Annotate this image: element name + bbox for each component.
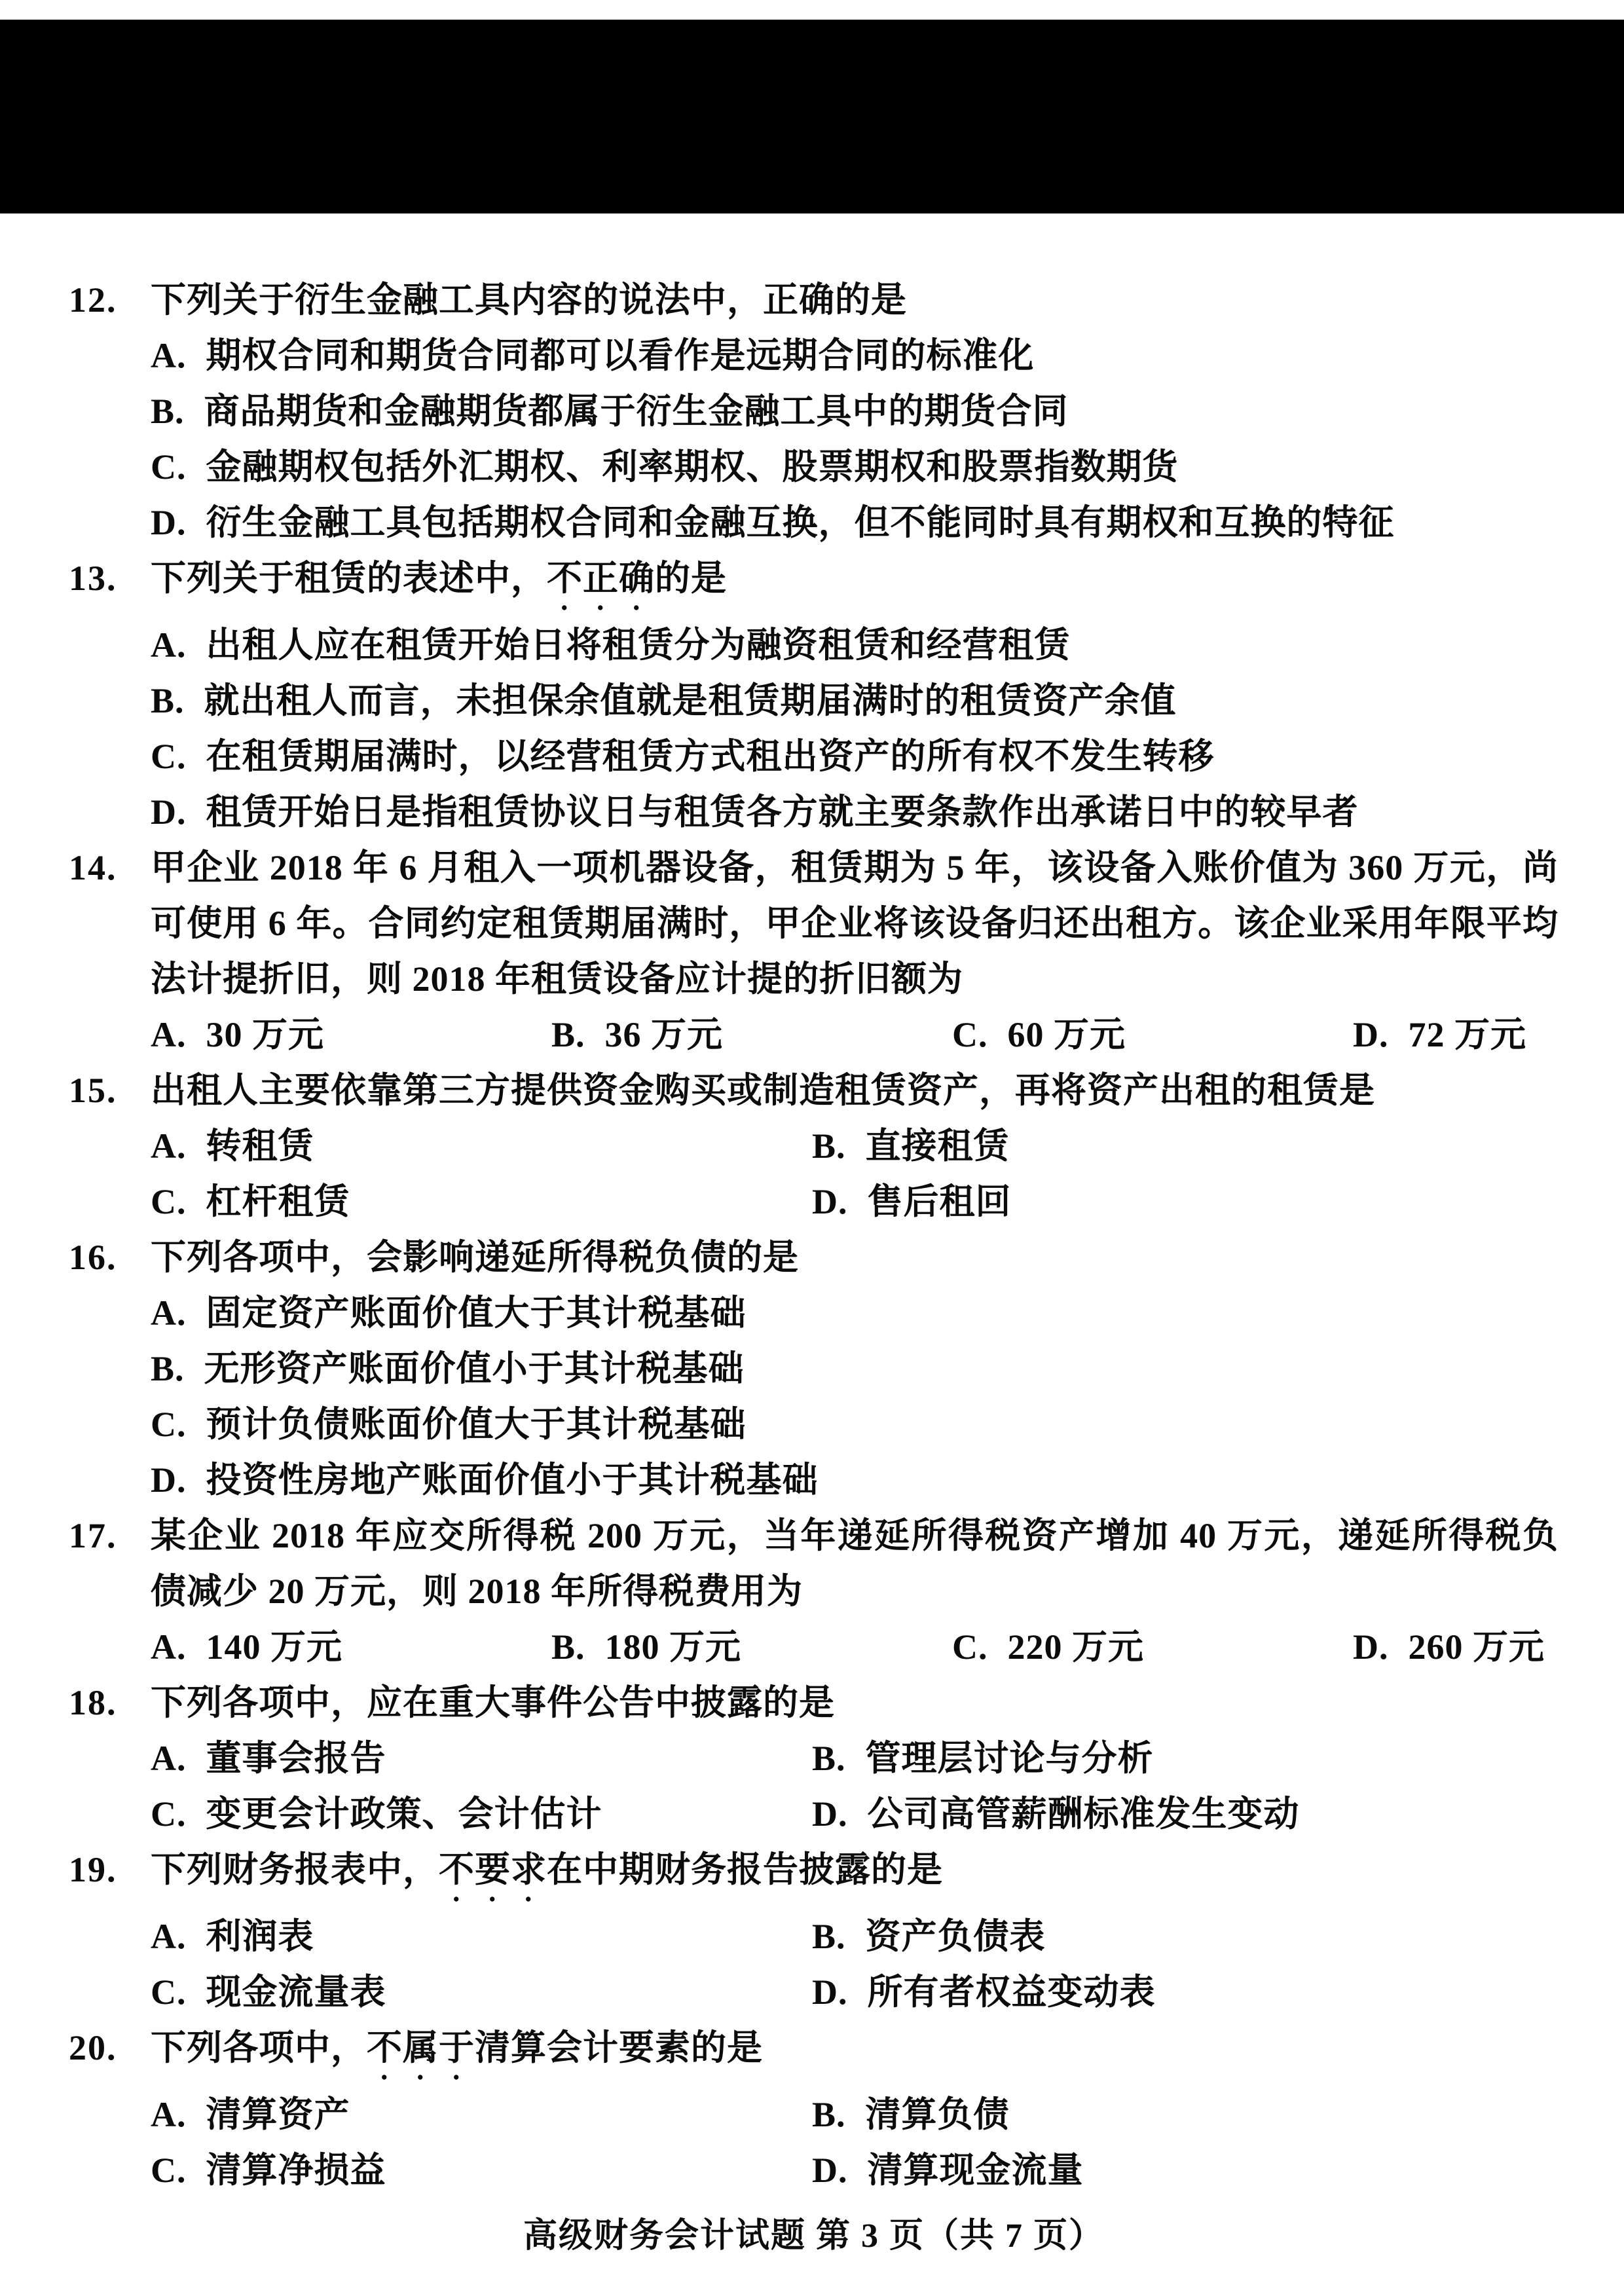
question-number: 12. [69,280,117,320]
option-label: A. [151,1627,187,1667]
question-stem-row [69,2020,1559,2087]
option-D [151,1452,1559,1508]
option-text: 金融期权包括外汇期权、利率期权、股票期权和股票指数期货 [206,447,1179,487]
question-17 [69,1508,1559,1675]
stem-text: 下列关于租赁的表述中， [151,559,547,598]
question-18 [69,1675,1559,1842]
option-D [151,785,1559,840]
option-label: A. [151,1015,187,1054]
option-C [151,1174,812,1230]
questions-area [0,213,1624,2263]
option-text: 转租赁 [206,1126,314,1166]
stem-emphasized-text: 不正确 [547,559,655,598]
option-label: A. [151,2095,187,2134]
options-two-col [151,1909,1559,2020]
option-label: C. [952,1015,988,1054]
options-inline [151,1619,1559,1675]
options-stacked [151,1285,1559,1508]
option-text: 直接租赁 [865,1126,1010,1166]
option-label: B. [551,1015,585,1054]
question-12 [69,272,1559,551]
option-text: 180 万元 [604,1627,742,1667]
option-text: 无形资产账面价值小于其计税基础 [204,1349,745,1388]
option-D [151,495,1559,551]
option-B [812,1909,1559,1965]
option-label: A. [151,1293,187,1333]
option-label: D. [812,2151,848,2190]
stem-text: 出租人主要依靠第三方提供资金购买或制造租赁资产，再将资产出租的租赁是 [151,1071,1375,1110]
stem-text: 在中期财务报告披露的是 [547,1850,943,1889]
question-number: 14. [69,848,117,887]
question-stem [151,551,1559,618]
option-text: 杠杆租赁 [206,1182,350,1221]
question-stem [151,1842,1559,1909]
option-label: A. [151,1739,187,1778]
stem-text: 下列财务报表中， [151,1850,439,1889]
option-A [151,1007,551,1063]
stem-text: 清算会计要素的是 [475,2028,763,2067]
option-label: B. [812,2095,846,2134]
question-stem [151,1063,1559,1119]
option-text: 租赁开始日是指租赁协议日与租赁各方就主要条款作出承诺日中的较早者 [206,792,1359,832]
stem-text: 的是 [655,559,727,598]
question-number: 13. [69,559,117,598]
option-text: 在租赁期届满时，以经营租赁方式租出资产的所有权不发生转移 [206,737,1215,776]
option-A [151,1619,551,1675]
question-20 [69,2020,1559,2198]
question-stem [151,840,1559,1007]
option-label: D. [812,1972,848,2012]
option-label: D. [1353,1015,1389,1054]
option-B [151,1341,1559,1397]
option-label: D. [151,503,187,542]
options-stacked [151,328,1559,551]
option-text: 140 万元 [206,1627,342,1667]
option-text: 所有者权益变动表 [867,1972,1156,2012]
option-text: 出租人应在租赁开始日将租赁分为融资租赁和经营租赁 [206,625,1071,665]
option-C [151,1786,812,1842]
option-text: 期权合同和期货合同都可以看作是远期合同的标准化 [206,336,1035,375]
option-C [151,729,1559,785]
option-text: 管理层讨论与分析 [865,1739,1154,1778]
question-stem-row [69,1508,1559,1619]
question-number: 16. [69,1238,117,1277]
option-text: 就出租人而言，未担保余值就是租赁期届满时的租赁资产余值 [204,681,1177,720]
option-D [1353,1619,1559,1675]
option-label: D. [1353,1627,1389,1667]
option-A [151,1731,812,1786]
question-number: 19. [69,1850,117,1889]
question-stem [151,1230,1559,1285]
question-number: 17. [69,1516,117,1555]
option-text: 220 万元 [1007,1627,1144,1667]
option-text: 利润表 [206,1917,314,1956]
option-text: 公司高管薪酬标准发生变动 [867,1794,1300,1834]
stem-text: 甲企业 2018 年 6 月租入一项机器设备，租赁期为 5 年，该设备入账价值为 360 万元，尚可使用 6 年。合同约定租赁期届满时，甲企业将该设备归还出租方。该企业采用年限平均法计提折旧，则 2018 年租赁设备应计提的折旧额为 [151,848,1559,999]
option-B [812,1119,1559,1174]
option-label: A. [151,1126,187,1166]
option-text: 变更会计政策、会计估计 [206,1794,602,1834]
option-text: 投资性房地产账面价值小于其计税基础 [206,1460,819,1500]
option-B [812,2087,1559,2143]
question-15 [69,1063,1559,1230]
option-B [551,1007,952,1063]
option-text: 固定资产账面价值大于其计税基础 [206,1293,747,1333]
question-stem-row [69,1675,1559,1731]
option-label: C. [151,1972,187,2012]
question-stem-row [69,272,1559,328]
option-label: C. [151,1405,187,1444]
question-stem-row [69,1842,1559,1909]
option-label: B. [151,1349,185,1388]
option-label: C. [151,447,187,487]
options-inline [151,1007,1559,1063]
option-D [812,2143,1559,2198]
option-label: C. [151,737,187,776]
option-text: 36 万元 [604,1015,724,1054]
option-B [151,384,1559,439]
option-label: B. [151,392,185,431]
options-two-col [151,1731,1559,1842]
option-label: A. [151,336,187,375]
question-19 [69,1842,1559,2020]
stem-text: 下列关于衍生金融工具内容的说法中，正确的是 [151,280,907,320]
option-text: 商品期货和金融期货都属于衍生金融工具中的期货合同 [204,392,1069,431]
question-16 [69,1230,1559,1508]
stem-emphasized-text: 不属于 [367,2028,475,2067]
option-C [151,1965,812,2020]
stem-emphasized-text: 不要求 [439,1850,547,1889]
stem-text: 下列各项中，会影响递延所得税负债的是 [151,1238,799,1277]
question-number: 18. [69,1683,117,1722]
stem-text: 下列各项中， [151,2028,367,2067]
option-C [952,1007,1353,1063]
option-text: 清算资产 [206,2095,350,2134]
scan-top-margin [0,0,1624,20]
option-A [151,328,1559,384]
option-text: 清算负债 [865,2095,1010,2134]
question-14 [69,840,1559,1063]
option-C [151,1397,1559,1452]
option-A [151,2087,812,2143]
option-A [151,1285,1559,1341]
option-label: B. [812,1126,846,1166]
option-label: C. [151,1794,187,1834]
page-footer: 高级财务会计试题 第 3 页（共 7 页） [523,2217,1104,2255]
option-text: 30 万元 [206,1015,324,1054]
option-C [151,2143,812,2198]
option-A [151,1909,812,1965]
question-stem [151,2020,1559,2087]
options-two-col [151,2087,1559,2198]
option-D [812,1174,1559,1230]
option-B [151,673,1559,729]
option-label: C. [151,1182,187,1221]
option-text: 60 万元 [1007,1015,1126,1054]
question-number: 15. [69,1071,117,1110]
option-label: D. [812,1182,848,1221]
option-label: D. [812,1794,848,1834]
option-text: 董事会报告 [206,1739,386,1778]
options-stacked [151,618,1559,840]
question-stem-row [69,551,1559,618]
option-label: B. [151,681,185,720]
stem-text: 某企业 2018 年应交所得税 200 万元，当年递延所得税资产增加 40 万元，递延所得税负债减少 20 万元，则 2018 年所得税费用为 [151,1516,1559,1611]
option-D [812,1786,1559,1842]
option-C [952,1619,1353,1675]
option-text: 预计负债账面价值大于其计税基础 [206,1405,747,1444]
scan-black-band [0,20,1624,213]
question-stem [151,272,1559,328]
option-label: B. [812,1917,846,1956]
option-label: A. [151,1917,187,1956]
option-text: 现金流量表 [206,1972,386,2012]
option-label: A. [151,625,187,665]
option-label: B. [551,1627,585,1667]
option-D [812,1965,1559,2020]
option-label: D. [151,1460,187,1500]
option-A [151,1119,812,1174]
option-label: D. [151,792,187,832]
option-C [151,439,1559,495]
option-D [1353,1007,1559,1063]
option-label: C. [151,2151,187,2190]
option-text: 衍生金融工具包括期权合同和金融互换，但不能同时具有期权和互换的特征 [206,503,1395,542]
option-text: 资产负债表 [865,1917,1046,1956]
option-text: 清算净损益 [206,2151,386,2190]
option-text: 清算现金流量 [867,2151,1084,2190]
question-stem-row [69,1230,1559,1285]
option-label: C. [952,1627,988,1667]
option-text: 72 万元 [1408,1015,1526,1054]
question-stem-row [69,840,1559,1007]
options-two-col [151,1119,1559,1230]
question-stem [151,1508,1559,1619]
question-stem [151,1675,1559,1731]
question-number: 20. [69,2028,117,2067]
question-list [69,272,1559,2198]
option-A [151,618,1559,673]
option-B [812,1731,1559,1786]
option-text: 260 万元 [1408,1627,1545,1667]
stem-text: 下列各项中，应在重大事件公告中披露的是 [151,1683,835,1722]
option-B [551,1619,952,1675]
question-stem-row [69,1063,1559,1119]
option-label: B. [812,1739,846,1778]
question-13 [69,551,1559,840]
option-text: 售后租回 [867,1182,1012,1221]
